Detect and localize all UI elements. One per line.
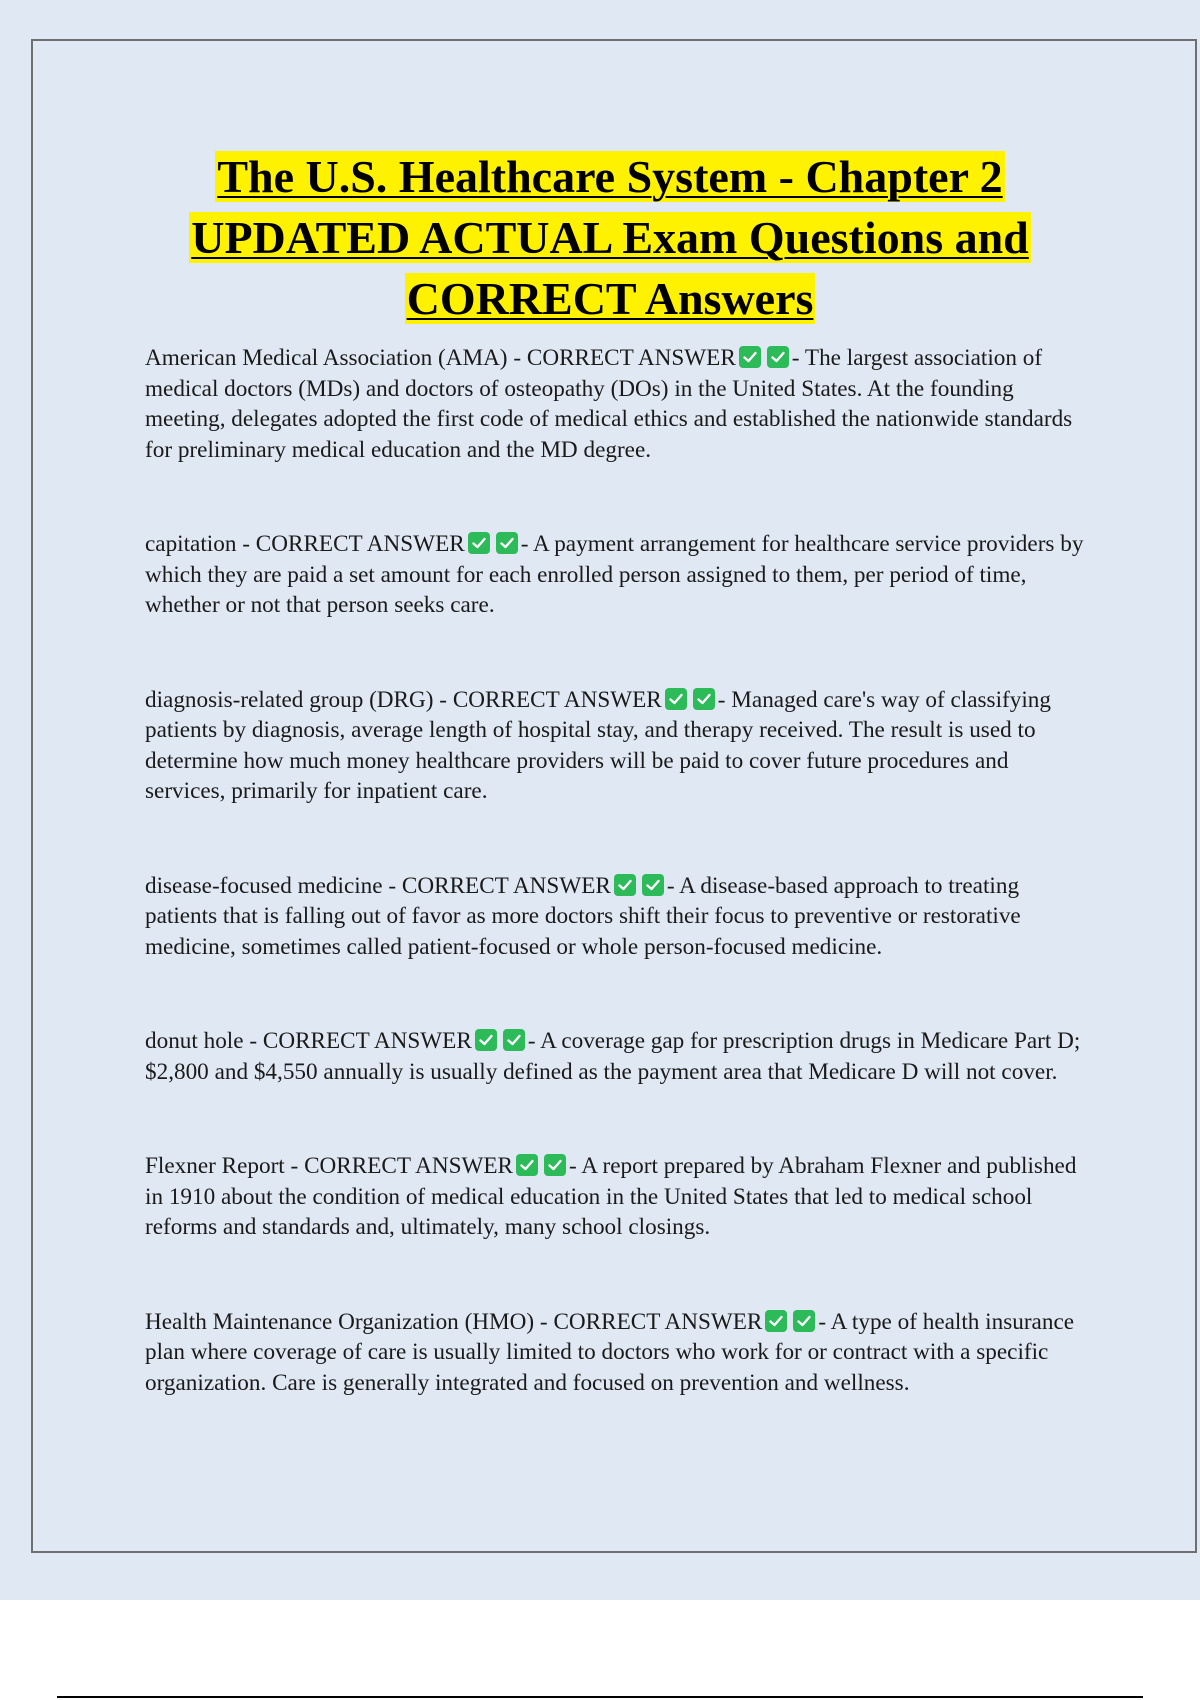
- green-checkmark-icon: [614, 874, 636, 896]
- green-checkmark-icon: [468, 532, 490, 554]
- entry-hmo: Health Maintenance Organization (HMO) - CORRECT ANSWER - A type of health insurance plan where coverage of care is usually limited to doctors who work for or contract with a specific organization. Care is generally integrated and focused on prevention and wellness.: [145, 1308, 1075, 1396]
- entry-list: [145, 343, 1090, 1398]
- entry-definition: The largest association of medical doctors (MDs) and doctors of osteopathy (DOs) in the United States. At the founding meeting, delegates adopted the first code of medical ethics and established the nationwide standards for preliminary medical education and the MD degree.: [145, 345, 1073, 463]
- entry-ama: American Medical Association (AMA) - CORRECT ANSWER - The largest association of medical doctors (MDs) and doctors of osteopathy (DOs) in the United States. At the founding meeting, delegates adopted the first code of medical ethics and established the nationwide standards for preliminary medical education and the MD degree.: [145, 345, 1073, 463]
- entry-drg: diagnosis-related group (DRG) - CORRECT ANSWER - Managed care's way of classifying patients by diagnosis, average length of hospital stay, and therapy received. The result is used to determine how much money healthcare providers will be paid to cover future procedures and services, primarily for inpatient care.: [145, 686, 1051, 804]
- footer-rule: [57, 1696, 1143, 1698]
- green-checkmark-icon: [475, 1029, 497, 1051]
- title-line-2: UPDATED ACTUAL Exam Questions and: [191, 212, 1029, 263]
- title-line-3: CORRECT Answers: [406, 273, 814, 324]
- answer-marker: CORRECT ANSWER: [452, 686, 662, 713]
- entry-term: capitation: [145, 531, 237, 557]
- entry-term: donut hole: [145, 1028, 244, 1054]
- answer-marker: CORRECT ANSWER: [401, 872, 611, 899]
- entry-definition: A disease-based approach to treating patients that is falling out of favor as more doctors shift their focus to preventive or restorative medicine, sometimes called patient-focused or whole person-focused medicine.: [145, 872, 1021, 960]
- entry-disease-focused-medicine: disease-focused medicine - CORRECT ANSWER - A disease-based approach to treating patients that is falling out of favor as more doctors shift their focus to preventive or restorative medicine, sometimes called patient-focused or whole person-focused medicine.: [145, 872, 1021, 960]
- entry-term: American Medical Association (AMA): [145, 345, 508, 371]
- green-checkmark-icon: [765, 1310, 787, 1332]
- document-title: [60, 146, 1160, 329]
- answer-marker: CORRECT ANSWER: [255, 531, 465, 557]
- green-checkmark-icon: [693, 688, 715, 710]
- green-checkmark-icon: [544, 1154, 566, 1176]
- green-checkmark-icon: [739, 346, 761, 368]
- entry-definition: A coverage gap for prescription drugs in Medicare Part D; $2,800 and $4,550 annually is usually defined as the payment area that Medicare D will not cover.: [145, 1028, 1081, 1085]
- entry-definition: Managed care's way of classifying patients by diagnosis, average length of hospital stay, and therapy received. The result is used to determine how much money healthcare providers will be paid to cover future procedures and services, primarily for inpatient care.: [145, 686, 1051, 804]
- green-checkmark-icon: [665, 688, 687, 710]
- entry-term: disease-focused medicine: [145, 872, 383, 899]
- answer-marker: CORRECT ANSWER: [262, 1028, 472, 1054]
- green-checkmark-icon: [503, 1029, 525, 1051]
- entry-capitation: capitation - CORRECT ANSWER - A payment arrangement for healthcare service providers by which they are paid a set amount for each enrolled person assigned to them, per period of time, whether or not that person seeks care.: [145, 531, 1084, 618]
- green-checkmark-icon: [767, 346, 789, 368]
- entry-term: Health Maintenance Organization (HMO): [145, 1308, 535, 1335]
- answer-marker: CORRECT ANSWER: [526, 345, 736, 371]
- entry-term: diagnosis-related group (DRG): [145, 686, 434, 713]
- green-checkmark-icon: [496, 532, 518, 554]
- entry-flexner-report: Flexner Report - CORRECT ANSWER - A report prepared by Abraham Flexner and published in 1910 about the condition of medical education in the United States that led to medical school reforms and standards and, ultimately, many school closings.: [145, 1153, 1077, 1240]
- entry-definition: A payment arrangement for healthcare service providers by which they are paid a set amount for each enrolled person assigned to them, per period of time, whether or not that person seeks care.: [145, 531, 1084, 618]
- green-checkmark-icon: [642, 874, 664, 896]
- answer-marker: CORRECT ANSWER: [553, 1308, 763, 1335]
- answer-marker: CORRECT ANSWER: [304, 1153, 514, 1179]
- green-checkmark-icon: [516, 1154, 538, 1176]
- green-checkmark-icon: [793, 1310, 815, 1332]
- entry-definition: A type of health insurance plan where coverage of care is usually limited to doctors who work for or contract with a specific organization. Care is generally integrated and focused on prevention and wellness.: [145, 1308, 1075, 1396]
- title-line-1: The U.S. Healthcare System - Chapter 2: [217, 151, 1003, 202]
- entry-definition: A report prepared by Abraham Flexner and published in 1910 about the condition of medical education in the United States that led to medical school reforms and standards and, ultimately, many school closings.: [145, 1153, 1077, 1240]
- entry-donut-hole: donut hole - CORRECT ANSWER - A coverage gap for prescription drugs in Medicare Part D; $2,800 and $4,550 annually is usually defined as the payment area that Medicare D will not cover.: [145, 1028, 1081, 1085]
- entry-term: Flexner Report: [145, 1153, 285, 1179]
